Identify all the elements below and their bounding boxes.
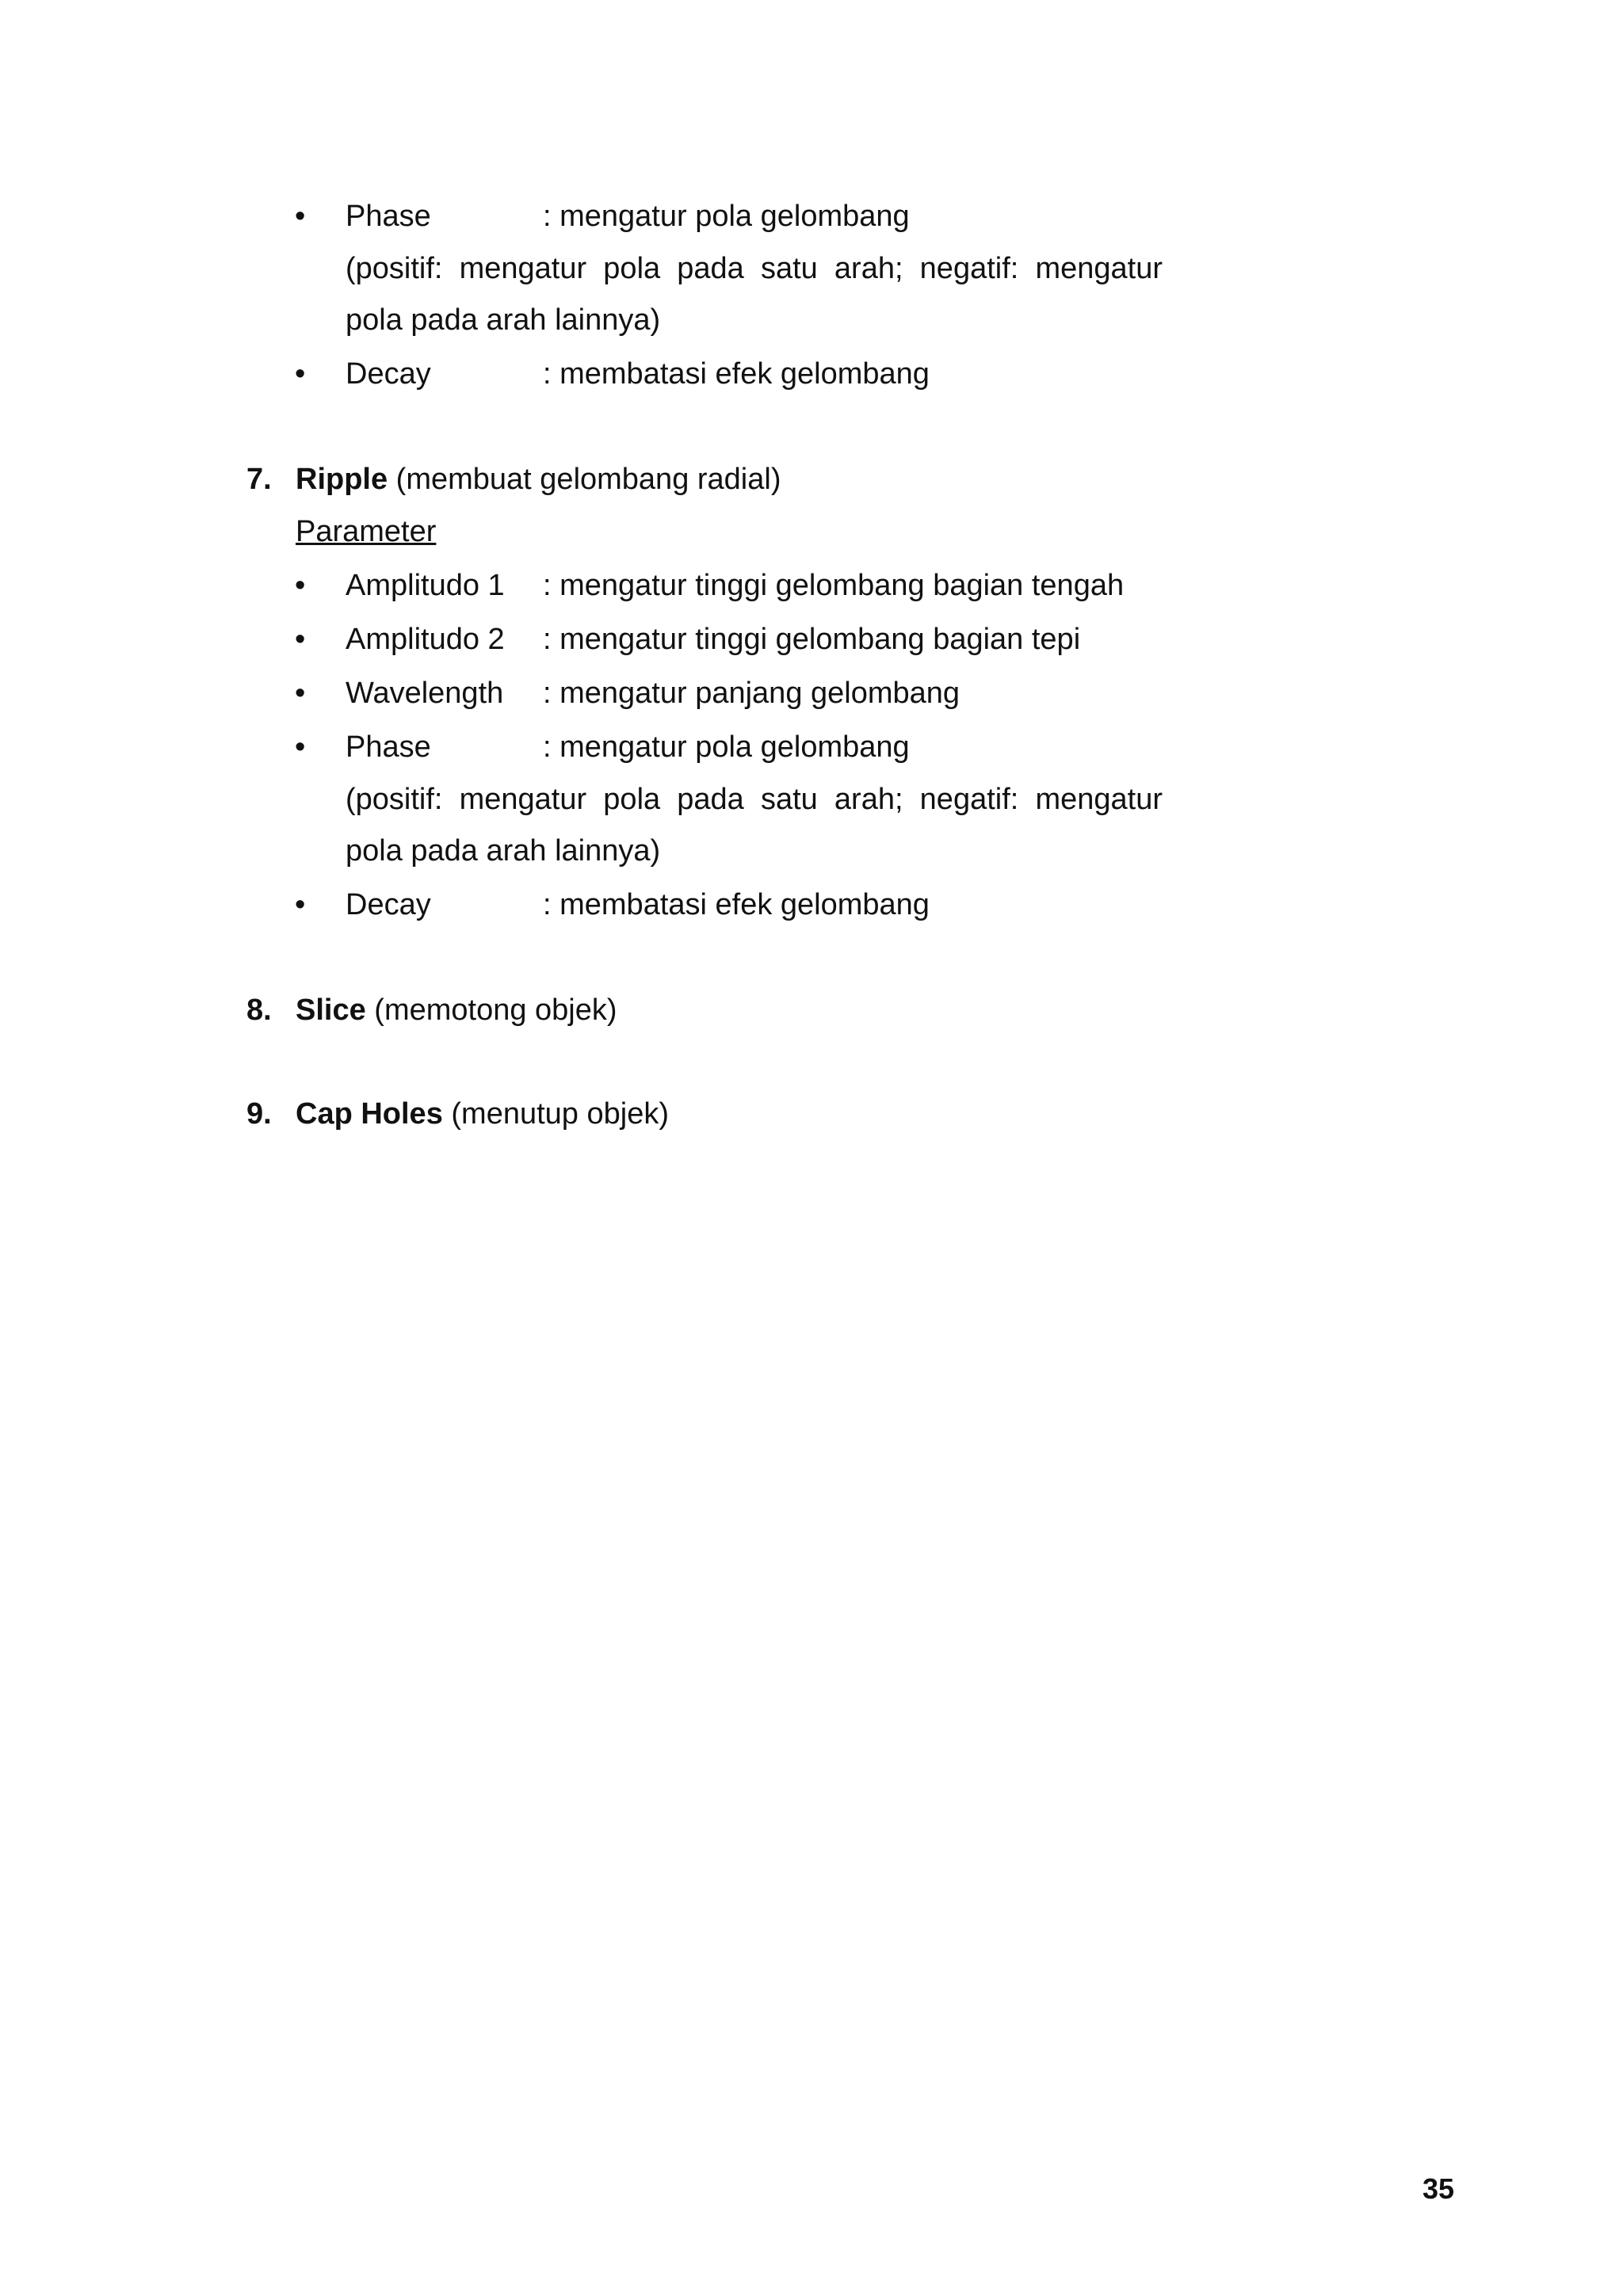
section-title-bold: Slice [296,994,366,1027]
param-desc: : mengatur tinggi gelombang bagian tepi [543,623,1081,656]
section-subtitle: (menutup objek) [442,1097,669,1131]
param-desc: : mengatur pola gelombang [543,200,910,233]
param-term: Wavelength [346,677,504,710]
section-number: 7. [246,463,272,496]
parameter-label: Parameter [296,515,437,548]
section-title-bold: Cap Holes [296,1097,443,1131]
section-number: 9. [246,1097,272,1131]
bullet-icon: • [295,623,306,656]
param-term: Decay [346,888,431,921]
param-desc: : mengatur panjang gelombang [543,677,960,710]
section-number: 8. [246,994,272,1027]
bullet-icon: • [295,730,306,764]
param-term: Phase [346,200,431,233]
section-title [296,994,617,1028]
section-title-bold: Ripple [296,463,388,496]
param-desc: : mengatur tinggi gelombang bagian tengah [543,569,1125,602]
bullet-icon: • [295,569,306,602]
page-number: 35 [1423,2172,1455,2205]
phase-note-line-2: pola pada arah lainnya) [346,834,661,868]
param-desc: : mengatur pola gelombang [543,730,910,764]
param-desc: : membatasi efek gelombang [543,888,930,921]
section-title [296,1097,669,1131]
section-title [296,463,781,497]
param-term: Decay [346,357,431,391]
phase-note-line-1: (positif: mengatur pola pada satu arah; negatif: mengatur [346,252,1163,285]
phase-note-line-1: (positif: mengatur pola pada satu arah; negatif: mengatur [346,783,1163,816]
bullet-icon: • [295,888,306,921]
param-term: Phase [346,730,431,764]
bullet-icon: • [295,200,306,233]
bullet-icon: • [295,357,306,391]
param-desc: : membatasi efek gelombang [543,357,930,391]
section-subtitle: (memotong objek) [365,994,617,1027]
phase-note-line-2: pola pada arah lainnya) [346,303,661,337]
section-subtitle: (membuat gelombang radial) [388,463,781,496]
param-term: Amplitudo 2 [346,623,505,656]
param-term: Amplitudo 1 [346,569,505,602]
bullet-icon: • [295,677,306,710]
